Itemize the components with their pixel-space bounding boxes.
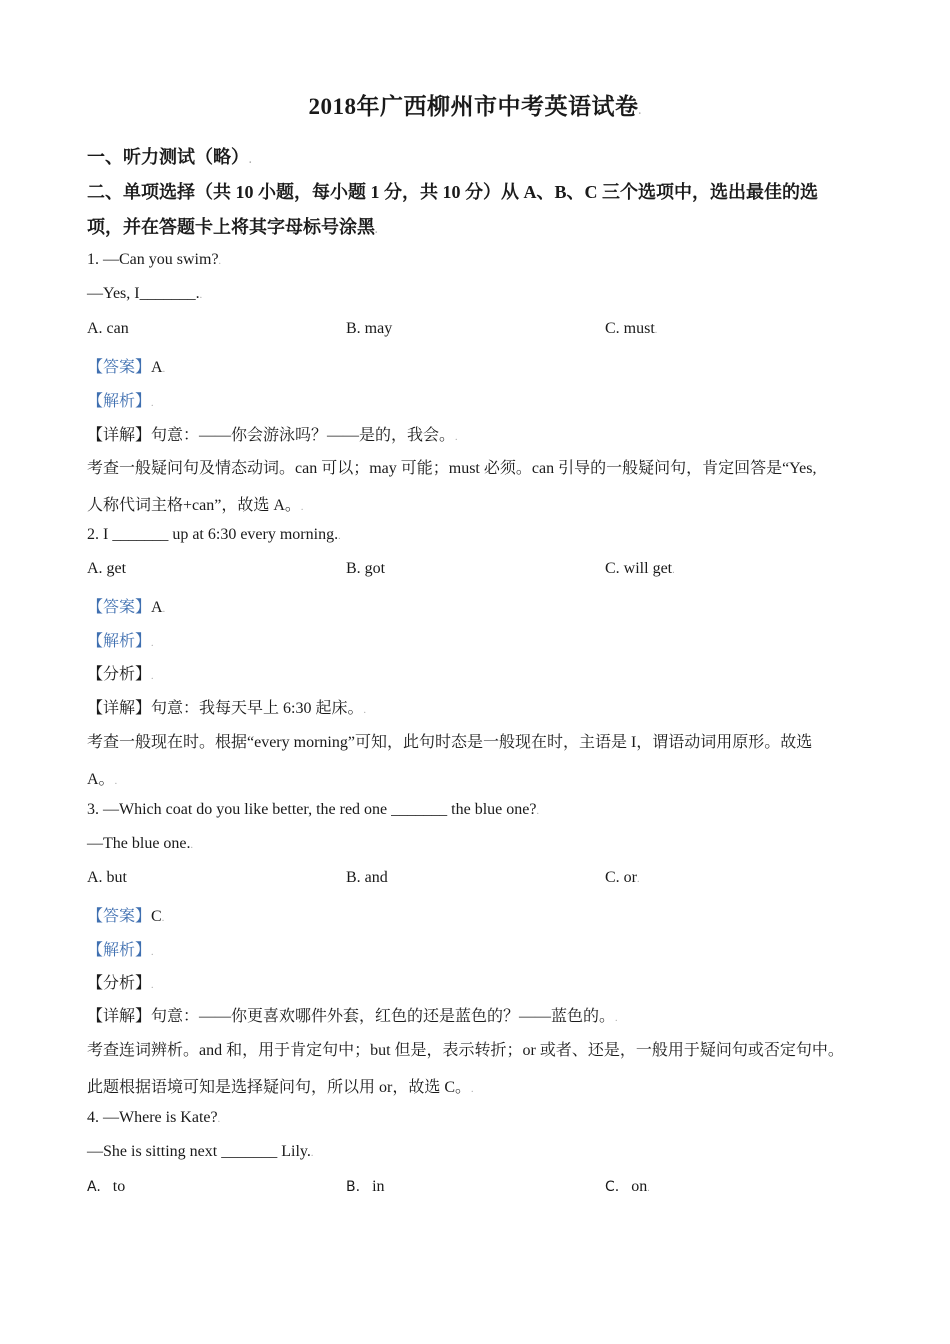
q4-option-c-text: on <box>631 1178 648 1195</box>
q3-detail: 【详解】句意：——你更喜欢哪件外套，红色的还是蓝色的？——蓝色的。. <box>87 1008 618 1025</box>
q1-reply: —Yes, I_______.. <box>87 285 203 302</box>
q1-detail-text: 句意：——你会游泳吗？——是的，我会。 <box>151 427 456 444</box>
q3-explain-line1: 考查连词辨析。and 和，用于肯定句中；but 但是，表示转折；or 或者、还是，一般用于疑问句或否定句中。 <box>87 1042 844 1059</box>
q3-analysis: 【解析】. <box>87 942 154 959</box>
q1-answer: 【答案】A. <box>87 359 166 376</box>
q2-detail-tag: 【详解】 <box>87 700 152 717</box>
q2-option-c: C. will get. <box>605 560 675 577</box>
q4-option-b-letter: B. <box>346 1179 361 1195</box>
q4-option-a-letter: A. <box>87 1179 101 1195</box>
q1-option-a: A. can <box>87 320 129 337</box>
q3-option-c-text: C. or <box>605 869 637 886</box>
q2-stem: 2. I _______ up at 6:30 every morning.. <box>87 526 341 543</box>
q2-explain2-text: A。 <box>87 771 115 788</box>
q3-answer: 【答案】C. <box>87 908 165 925</box>
q1-analysis: 【解析】. <box>87 393 154 410</box>
q1-option-c: C. must. <box>605 320 658 337</box>
q2-option-b: B. got <box>346 560 386 577</box>
q2-option-c-text: C. will get <box>605 560 673 577</box>
q4-option-a <box>87 1178 125 1196</box>
q2-fenxi: 【分析】. <box>87 666 154 683</box>
q3-line1: 3. —Which coat do you like better, the red one _______ the blue one? <box>87 801 537 818</box>
q2-fenxi-text: 【分析】 <box>87 666 152 683</box>
q1-explain-line1: 考查一般疑问句及情态动词。can 可以；may 可能；must 必须。can 引导的一般疑问句，肯定回答是“Yes, <box>87 460 817 477</box>
page-title: 2018年广西柳州市中考英语试卷. <box>308 94 642 119</box>
q2-explain-line2: A。. <box>87 771 118 788</box>
q1-explain-line2: 人称代词主格+can”，故选 A。. <box>87 497 304 514</box>
q3-explain-line2: 此题根据语境可知是选择疑问句，所以用 or，故选 C。. <box>87 1079 474 1096</box>
q3-answer-value: C <box>151 908 162 925</box>
q4-option-b-text: in <box>372 1178 385 1195</box>
q3-option-c: C. or. <box>605 869 640 886</box>
q3-fenxi-text: 【分析】 <box>87 975 152 992</box>
q4-stem: 4. —Where is Kate?. <box>87 1109 221 1126</box>
q3-line2: —The blue one. <box>87 835 191 852</box>
q3-answer-tag: 【答案】 <box>87 908 152 925</box>
section-choice-line1: 二、单项选择（共 10 小题，每小题 1 分，共 10 分）从 A、B、C 三个选项中，选出最佳的选 <box>87 182 819 202</box>
q1-analysis-tag: 【解析】 <box>87 393 152 410</box>
q4-option-b <box>346 1178 385 1196</box>
section-choice-line2: 项，并在答题卡上将其字母标号涂黑. <box>87 217 378 237</box>
section2-line2-text: 项，并在答题卡上将其字母标号涂黑 <box>87 217 375 237</box>
q1-detail: 【详解】句意：——你会游泳吗？——是的，我会。. <box>87 427 458 444</box>
title-text: 2018年广西柳州市中考英语试卷 <box>308 94 639 119</box>
q3-option-b: B. and <box>346 869 388 886</box>
q1-line1: 1. —Can you swim? <box>87 251 219 268</box>
q2-analysis: 【解析】. <box>87 633 154 650</box>
q4-reply: —She is sitting next _______ Lily.. <box>87 1143 314 1160</box>
q3-detail-tag: 【详解】 <box>87 1008 152 1025</box>
q2-explain-line1: 考查一般现在时。根据“every morning”可知，此句时态是一般现在时，主语是 I，谓语动词用原形。故选 <box>87 734 813 751</box>
q2-detail-text: 句意：我每天早上 6:30 起床。 <box>151 700 364 717</box>
q2-option-a: A. get <box>87 560 127 577</box>
q3-fenxi: 【分析】. <box>87 975 154 992</box>
q4-line1: 4. —Where is Kate? <box>87 1109 218 1126</box>
q1-line2: —Yes, I_______. <box>87 285 200 302</box>
q3-option-a: A. but <box>87 869 127 886</box>
q1-option-b: B. may <box>346 320 393 337</box>
q2-answer-tag: 【答案】 <box>87 599 152 616</box>
q1-detail-tag: 【详解】 <box>87 427 152 444</box>
q4-line2: —She is sitting next _______ Lily. <box>87 1143 311 1160</box>
q3-stem: 3. —Which coat do you like better, the red one _______ the blue one?. <box>87 801 539 818</box>
q4-option-c-letter: C. <box>605 1179 620 1195</box>
q1-option-c-text: C. must <box>605 320 655 337</box>
q1-answer-tag: 【答案】 <box>87 359 152 376</box>
q2-line1: 2. I _______ up at 6:30 every morning. <box>87 526 339 543</box>
section1-text: 一、听力测试（略） <box>87 147 249 167</box>
q4-option-a-text: to <box>112 1178 126 1195</box>
q2-detail: 【详解】句意：我每天早上 6:30 起床。. <box>87 700 366 717</box>
q4-option-c: C. on. <box>605 1178 650 1195</box>
q3-explain2-text: 此题根据语境可知是选择疑问句，所以用 or，故选 C。 <box>87 1079 472 1096</box>
q3-reply: —The blue one.. <box>87 835 194 852</box>
q3-analysis-tag: 【解析】 <box>87 942 152 959</box>
q3-detail-text: 句意：——你更喜欢哪件外套，红色的还是蓝色的？——蓝色的。 <box>151 1008 616 1025</box>
section-listening: 一、听力测试（略）. <box>87 147 252 167</box>
q2-answer-value: A <box>151 599 163 616</box>
q2-answer: 【答案】A. <box>87 599 166 616</box>
q2-analysis-tag: 【解析】 <box>87 633 152 650</box>
q1-explain2-text: 人称代词主格+can”，故选 A。 <box>87 497 301 514</box>
q1-answer-value: A <box>151 359 163 376</box>
q1-stem: 1. —Can you swim?. <box>87 251 222 268</box>
